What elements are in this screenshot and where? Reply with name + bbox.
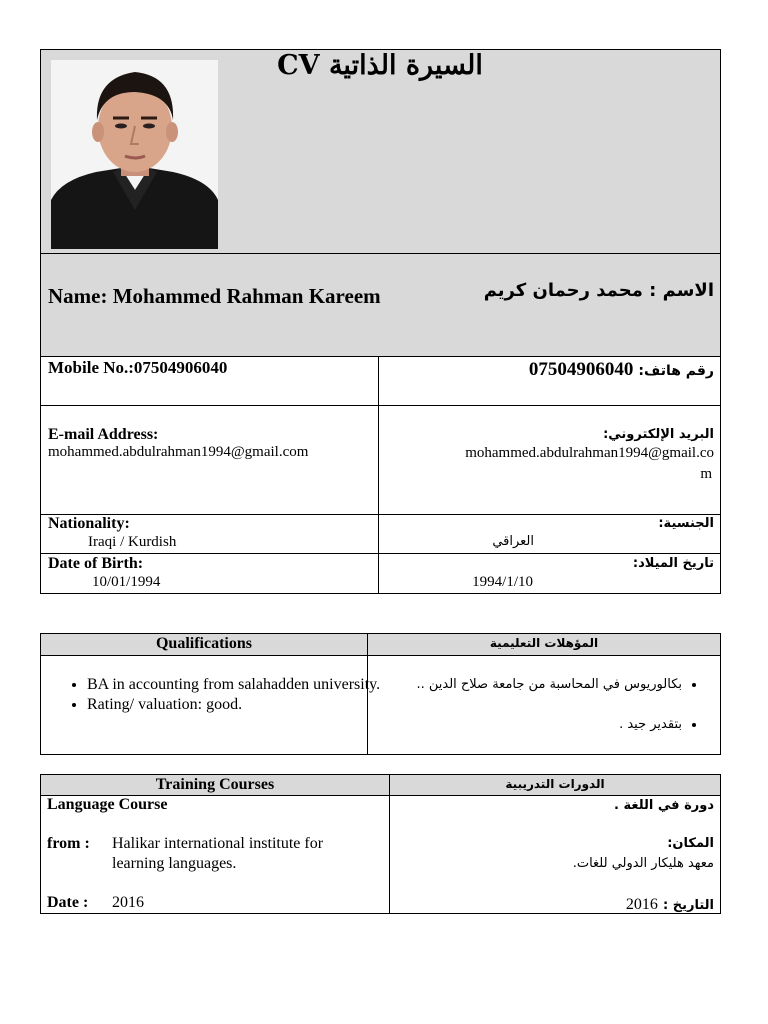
nationality-en-cell [40, 514, 379, 554]
dob-en-label: Date of Birth: [48, 555, 144, 572]
email-en-label: E-mail Address: [48, 426, 159, 443]
training-en-from-line2: learning languages. [112, 855, 237, 872]
email-ar-label: البريد الإلكتروني: [603, 427, 714, 442]
nationality-ar-cell [378, 514, 721, 554]
mobile-ar-value: 07504906040 [528, 359, 634, 380]
qualification-ar-item: • بتقدير جيد . [352, 716, 682, 734]
dob-ar-cell [378, 553, 721, 594]
person-photo-icon [51, 60, 218, 249]
training-ar-date-group [626, 894, 714, 914]
qualifications-ar-header-cell [367, 633, 721, 656]
email-ar-value-line1: mohammed.abdulrahman1994@gmail.co [465, 445, 714, 461]
qualifications-ar-header: المؤهلات التعليمية [489, 636, 599, 650]
nationality-ar-value: العراقي [492, 534, 534, 549]
email-en-value: mohammed.abdulrahman1994@gmail.com [48, 444, 309, 460]
qualifications-ar-list [352, 676, 720, 734]
qualifications-en-header-cell [40, 633, 368, 656]
profile-photo [51, 60, 218, 249]
training-en-from-line1: Halikar international institute for [112, 835, 324, 852]
training-ar-date-value: 2016 [625, 896, 658, 913]
training-en-date-value: 2016 [112, 894, 144, 911]
training-ar-header-cell [389, 774, 721, 796]
qualifications-en-cell [40, 655, 381, 755]
name-arabic: الاسم : محمد رحمان كريم [483, 280, 714, 301]
dob-en-value: 10/01/1994 [92, 574, 161, 590]
qualification-en-item: • BA in accounting from salahadden university. [87, 675, 397, 695]
qualifications-en-list [41, 675, 397, 715]
qualification-ar-item: • بكالوريوس في المحاسبة من جامعة صلاح الدين .. [352, 676, 682, 694]
qualification-en-item: • Rating/ valuation: good. [87, 695, 397, 715]
training-en-date-label: Date : [47, 894, 89, 911]
email-ar-value-line2: m [700, 466, 712, 482]
qualifications-en-header: Qualifications [155, 635, 252, 652]
mobile-en-label: Mobile No.:07504906040 [48, 358, 228, 377]
training-en-from-label: from : [47, 835, 90, 852]
training-en-cell [40, 795, 390, 914]
training-en-course: Language Course [47, 796, 168, 813]
training-en-header-cell [40, 774, 390, 796]
nationality-en-value: Iraqi / Kurdish [88, 534, 177, 550]
email-en-cell [40, 405, 379, 515]
nationality-ar-label: الجنسية: [658, 516, 714, 531]
qualifications-ar-cell [367, 655, 721, 755]
training-ar-place-value: معهد هليكار الدولي للغات. [572, 856, 714, 871]
cv-title: السيرة الذاتية CV [277, 50, 483, 81]
email-ar-cell [378, 405, 721, 515]
mobile-ar-cell [378, 356, 721, 406]
training-en-header: Training Courses [155, 776, 275, 793]
name-english: Name: Mohammed Rahman Kareem [48, 284, 381, 308]
dob-en-cell [40, 553, 379, 594]
nationality-en-label: Nationality: [48, 515, 130, 532]
training-ar-cell [389, 795, 721, 914]
mobile-ar-group [529, 359, 714, 381]
training-ar-course: دورة في اللغة . [614, 798, 714, 813]
mobile-ar-label: رقم هاتف: [638, 363, 714, 379]
training-ar-date-label: التاريخ : [663, 898, 714, 913]
dob-ar-value: 1994/1/10 [472, 574, 533, 590]
training-ar-place-label: المكان: [667, 836, 714, 851]
training-ar-header: الدورات التدريبية [505, 777, 605, 791]
mobile-en-cell [40, 356, 379, 406]
dob-ar-label: تاريخ الميلاد: [632, 556, 714, 571]
